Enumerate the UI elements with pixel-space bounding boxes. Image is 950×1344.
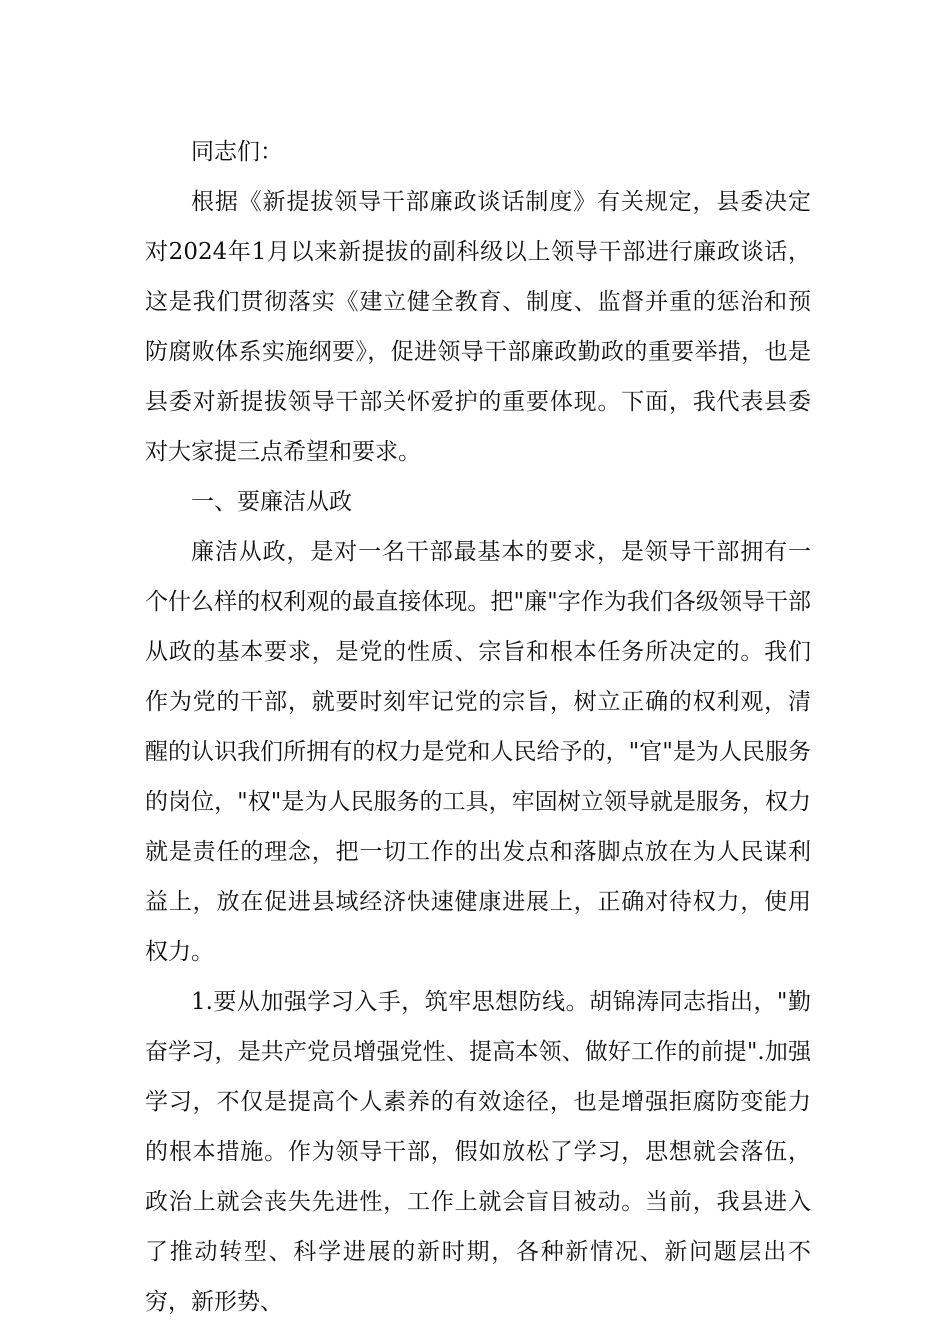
section-paragraph: 廉洁从政，是对一名干部最基本的要求，是领导干部拥有一个什么样的权利观的最直接体现。把"廉"字作为我们各级领导干部从政的基本要求，是党的性质、宗旨和根本任务所决定的。我们作为党的干部，就要时刻牢记党的宗旨，树立正确的权利观，清醒的认识我们所拥有的权力是党和人民给予的，"官"是为人民服务的岗位，"权"是为人民服务的工具，牢固树立领导就是服务，权力就是责任的理念，把一切工作的出发点和落脚点放在为人民谋利益上，放在促进县域经济快速健康进展上，正确对待权力，使用权力。 xyxy=(145,539,811,965)
document-body xyxy=(145,127,811,1327)
intro-paragraph: 根据《新提拔领导干部廉政谈话制度》有关规定，县委决定对2024年1月以来新提拔的副科级以上领导干部进行廉政谈话，这是我们贯彻落实《建立健全教育、制度、监督并重的惩治和预防腐败体系实施纲要》，促进领导干部廉政勤政的重要举措，也是县委对新提拔领导干部关怀爱护的重要体现。下面，我代表县委对大家提三点希望和要求。 xyxy=(145,189,811,465)
section-heading: 一、要廉洁从政 xyxy=(191,489,352,515)
point-paragraph: 1.要从加强学习入手，筑牢思想防线。胡锦涛同志指出，"勤奋学习，是共产党员增强党性、提高本领、做好工作的前提".加强学习，不仅是提高个人素养的有效途径，也是增强拒腐防变能力的根本措施。作为领导干部，假如放松了学习，思想就会落伍，政治上就会丧失先进性，工作上就会盲目被动。当前，我县进入了推动转型、科学进展的新时期，各种新情况、新问题层出不穷，新形势、 xyxy=(145,989,811,1315)
salutation: 同志们： xyxy=(191,139,283,165)
